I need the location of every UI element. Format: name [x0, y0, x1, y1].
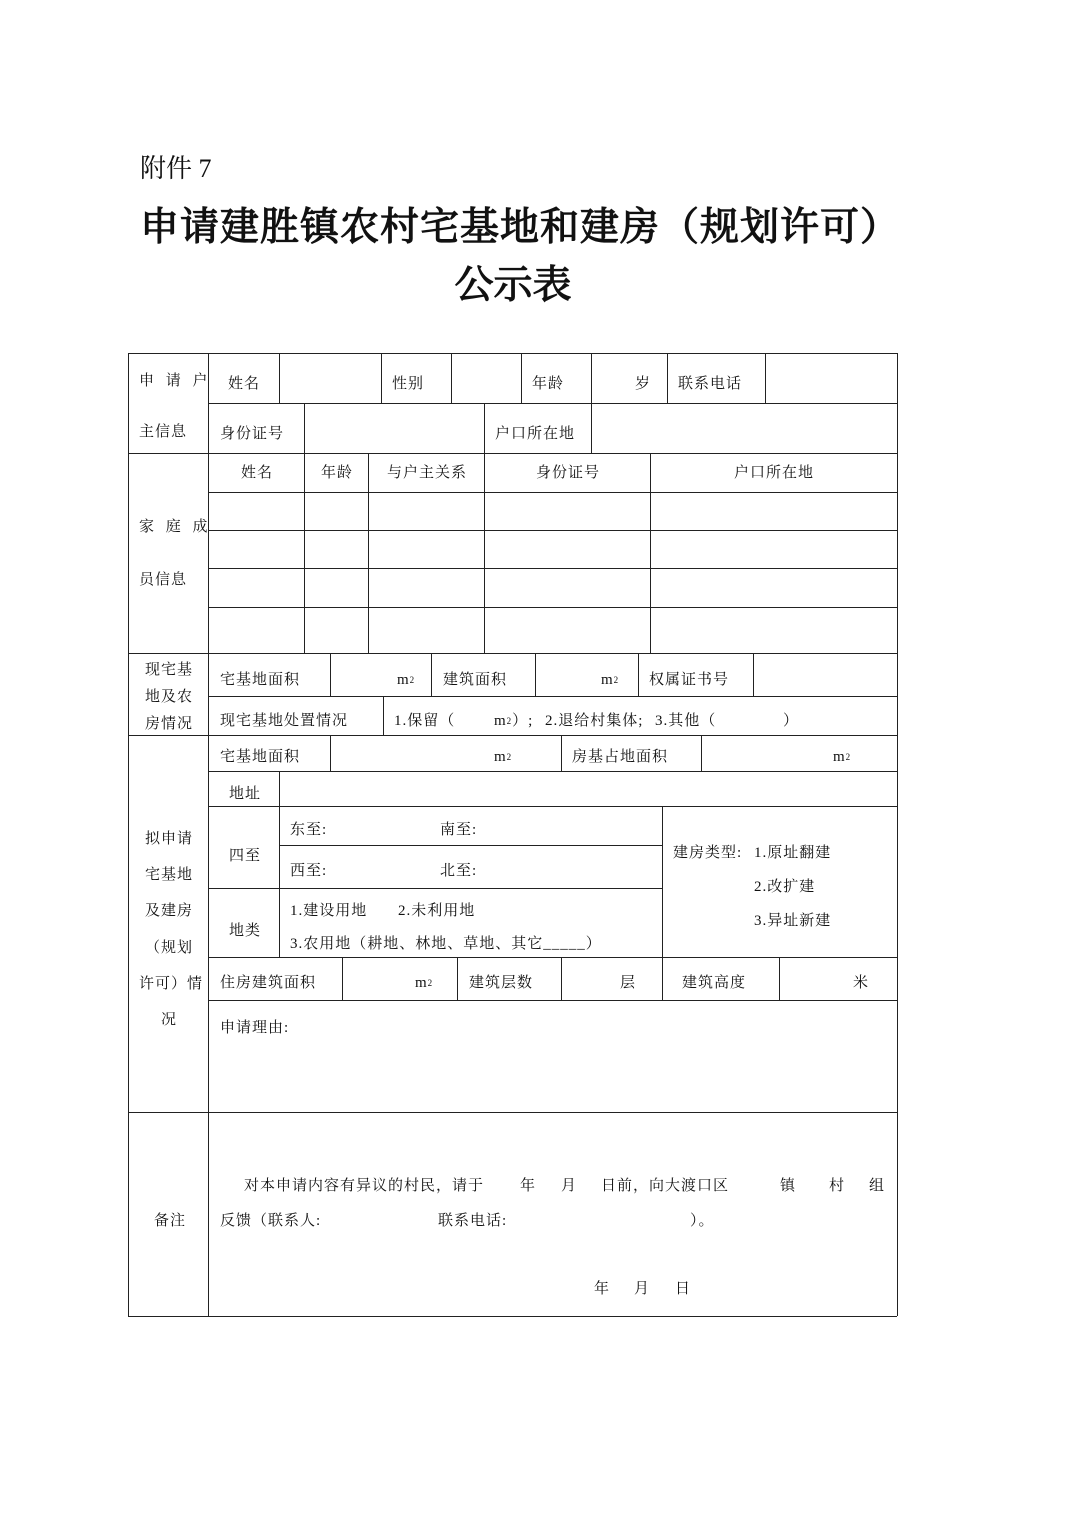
build-type-3: 3.异址新建	[754, 913, 832, 929]
floors-label: 建筑层数	[469, 975, 534, 991]
remarks-day: 日前，向大渡口区	[601, 1178, 730, 1194]
section-label: （规划	[145, 940, 194, 956]
section-label: 况	[161, 1012, 178, 1028]
remarks-phone: 联系电话:	[438, 1213, 508, 1229]
section-label: 申 请 户	[139, 373, 212, 389]
phone-label: 联系电话	[678, 376, 743, 392]
col-header: 姓名	[241, 465, 274, 481]
boundaries-label: 四至	[229, 848, 262, 864]
north-label: 北至:	[440, 863, 478, 879]
gender-label: 性别	[392, 376, 425, 392]
land-opt2: 2.未利用地	[398, 903, 476, 919]
remarks-town: 镇	[780, 1178, 797, 1194]
remarks-label: 备注	[154, 1213, 187, 1229]
age-label: 年龄	[532, 376, 565, 392]
disposal-label: 现宅基地处置情况	[220, 713, 349, 729]
section-label: 主信息	[139, 424, 188, 440]
section-label: 家 庭 成	[139, 519, 212, 535]
site-area-label: 宅基地面积	[220, 749, 301, 765]
unit-m2: $m^2$	[415, 975, 434, 991]
col-header: 年龄	[321, 465, 354, 481]
attachment-label: 附件 7	[140, 154, 212, 183]
unit-m2: $m^2$	[494, 749, 513, 765]
reason-label: 申请理由:	[220, 1020, 290, 1036]
col-header: 身份证号	[536, 465, 601, 481]
date-day: 日	[675, 1281, 692, 1297]
build-type-1: 1.原址翻建	[754, 845, 832, 861]
land-type-label: 地类	[229, 923, 262, 939]
land-opt1: 1.建设用地	[290, 903, 368, 919]
remarks-month: 月	[561, 1178, 578, 1194]
remarks-close: ）。	[690, 1213, 715, 1229]
id-label: 身份证号	[220, 426, 285, 442]
remarks-contact: 反馈（联系人:	[220, 1213, 322, 1229]
col-header: 户口所在地	[734, 465, 815, 481]
footprint-label: 房基占地面积	[572, 749, 669, 765]
name-label: 姓名	[228, 376, 261, 392]
build-type-2: 2.改扩建	[754, 879, 816, 895]
date-month: 月	[634, 1281, 651, 1297]
house-area-label: 住房建筑面积	[220, 975, 317, 991]
address-label: 地址	[229, 786, 262, 802]
title-line-1: 申请建胜镇农村宅基地和建房（规划许可）	[140, 206, 901, 249]
disposal-opt3: 3.其他（	[655, 713, 717, 729]
unit-m2: $m^2$	[601, 672, 620, 688]
section-label: 宅基地	[145, 867, 194, 883]
height-label: 建筑高度	[682, 975, 747, 991]
section-label: 及建房	[145, 903, 194, 919]
disposal-close: ）	[783, 713, 800, 729]
south-label: 南至:	[440, 822, 478, 838]
build-type-label: 建房类型:	[673, 845, 743, 861]
unit-m2: $m^2$	[833, 749, 852, 765]
build-area-label: 建筑面积	[443, 672, 508, 688]
col-header: 与户主关系	[387, 465, 468, 481]
cert-label: 权属证书号	[649, 672, 730, 688]
east-label: 东至:	[290, 822, 328, 838]
section-label: 地及农	[145, 689, 194, 705]
remarks-text: 对本申请内容有异议的村民，请于	[244, 1178, 485, 1194]
west-label: 西至:	[290, 863, 328, 879]
age-unit: 岁	[635, 376, 652, 392]
disposal-opt1: 1.保留（	[394, 713, 456, 729]
section-label: 拟申请	[145, 831, 194, 847]
disposal-opt2: 2.退给村集体;	[545, 713, 644, 729]
remarks-group: 组	[869, 1178, 886, 1194]
section-label: 许可）情	[139, 976, 204, 992]
floors-unit: 层	[620, 975, 637, 991]
land-opt3: 3.农用地（耕地、林地、草地、其它_____）	[290, 936, 602, 952]
disposal-opt1-unit: $m^2$）;	[494, 713, 534, 729]
date-year: 年	[594, 1281, 611, 1297]
section-label: 现宅基	[145, 662, 194, 678]
height-unit: 米	[853, 975, 870, 991]
unit-m2: $m^2$	[397, 672, 416, 688]
title-line-2: 公示表	[454, 264, 572, 307]
section-label: 员信息	[139, 572, 188, 588]
remarks-year: 年	[520, 1178, 537, 1194]
hukou-label: 户口所在地	[495, 426, 576, 442]
site-area-label: 宅基地面积	[220, 672, 301, 688]
section-label: 房情况	[145, 716, 194, 732]
remarks-village: 村	[829, 1178, 846, 1194]
